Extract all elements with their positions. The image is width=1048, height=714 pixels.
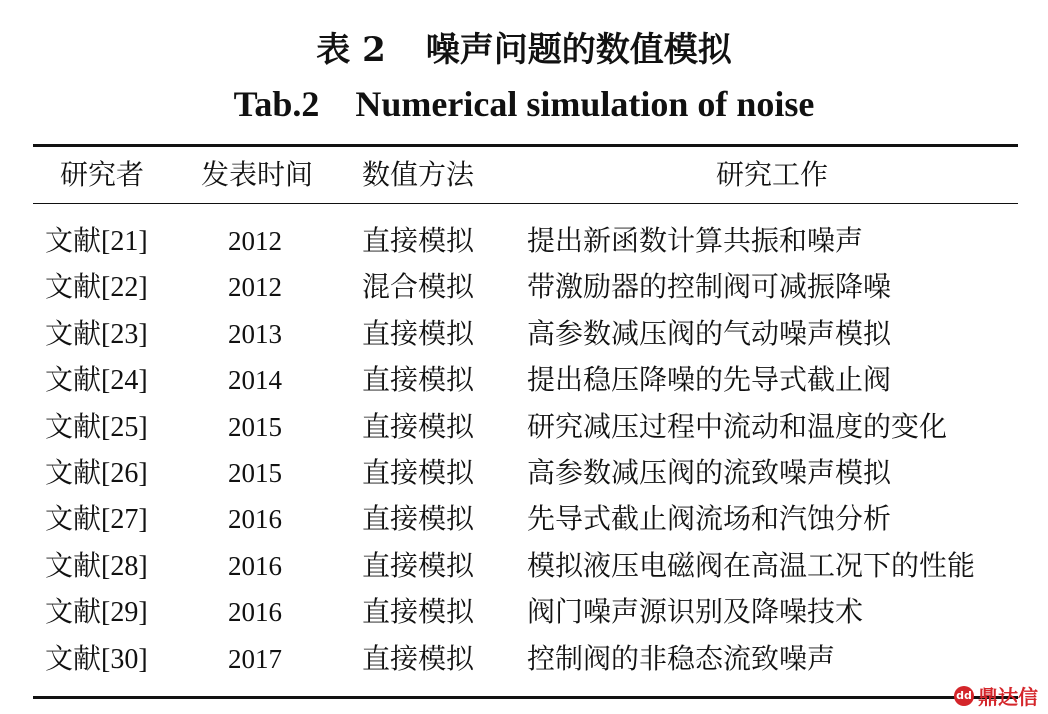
cell-year: 2016 — [228, 504, 282, 535]
table-caption-en: Numerical simulation of noise — [355, 84, 815, 124]
cell-method: 直接模拟 — [362, 224, 475, 257]
reference-number: [22] — [101, 272, 148, 304]
cell-method: 混合模拟 — [362, 270, 475, 304]
reference-number: [30] — [101, 643, 148, 675]
cell-author — [45, 410, 205, 445]
cell-year: 2012 — [228, 226, 282, 256]
watermark-logo-icon: dd — [954, 686, 974, 706]
table-row — [0, 595, 1048, 641]
table-row — [0, 317, 1048, 363]
table-row — [0, 363, 1048, 409]
reference-number: [21] — [101, 226, 148, 257]
table-row — [0, 456, 1048, 502]
cell-author — [45, 224, 205, 259]
table-row — [0, 642, 1048, 688]
author-label: 文献 — [45, 270, 102, 304]
cell-method: 直接模拟 — [362, 502, 475, 536]
reference-number: [24] — [101, 365, 148, 397]
header-work: 研究工作 — [715, 158, 828, 191]
cell-author — [45, 317, 205, 352]
cell-work: 阀门噪声源识别及降噪技术 — [527, 595, 864, 629]
cell-work: 研究减压过程中流动和温度的变化 — [527, 409, 948, 443]
cell-method: 直接模拟 — [362, 456, 475, 489]
cell-year: 2015 — [228, 411, 282, 442]
header-author: 研究者 — [60, 158, 145, 191]
cell-author — [45, 456, 205, 491]
author-label: 文献 — [45, 548, 102, 582]
cell-year: 2013 — [228, 318, 282, 349]
cell-method: 直接模拟 — [362, 363, 475, 397]
table-caption-cn: 噪声问题的数值模拟 — [425, 30, 732, 70]
reference-number: [25] — [101, 411, 148, 443]
reference-number: [28] — [101, 550, 148, 582]
cell-method: 直接模拟 — [362, 548, 475, 582]
table-row — [0, 502, 1048, 548]
cell-author — [45, 595, 205, 630]
author-label: 文献 — [45, 224, 102, 257]
cell-work: 高参数减压阀的气动噪声模拟 — [527, 316, 892, 350]
cell-method: 直接模拟 — [362, 409, 475, 443]
cell-author — [45, 502, 205, 537]
cell-work: 提出稳压降噪的先导式截止阀 — [527, 363, 892, 397]
cell-work: 先导式截止阀流场和汽蚀分析 — [527, 502, 892, 536]
cell-work: 控制阀的非稳态流致噪声 — [527, 641, 836, 675]
author-label: 文献 — [45, 363, 102, 397]
cell-year: 2016 — [228, 550, 282, 581]
watermark-text: 鼎达信 — [978, 685, 1038, 709]
cell-method: 直接模拟 — [362, 316, 475, 350]
table-number-en: Tab.2 — [233, 84, 320, 124]
table-row — [0, 270, 1048, 316]
table-rule-top — [33, 144, 1018, 147]
cell-year: 2016 — [228, 597, 282, 628]
reference-number: [27] — [101, 504, 148, 536]
cell-method: 直接模拟 — [362, 595, 475, 629]
cell-author — [45, 363, 205, 398]
author-label: 文献 — [45, 595, 102, 629]
cell-year: 2017 — [228, 643, 282, 674]
header-year: 发表时间 — [200, 158, 313, 191]
table-rule-mid — [33, 203, 1018, 204]
header-method: 数值方法 — [362, 158, 475, 191]
author-label: 文献 — [45, 641, 102, 675]
cell-year: 2014 — [228, 365, 282, 396]
table-title-en — [0, 83, 1048, 125]
watermark — [954, 681, 1038, 710]
table-row — [0, 224, 1048, 270]
table-number-cn: 表 2 — [316, 30, 386, 70]
reference-number: [26] — [101, 458, 148, 489]
cell-year: 2015 — [228, 458, 282, 488]
cell-work: 带激励器的控制阀可减振降噪 — [527, 270, 892, 304]
cell-method: 直接模拟 — [362, 641, 475, 675]
cell-work: 模拟液压电磁阀在高温工况下的性能 — [527, 548, 976, 582]
cell-work: 提出新函数计算共振和噪声 — [527, 224, 864, 257]
cell-author — [45, 549, 205, 584]
author-label: 文献 — [45, 502, 102, 536]
table-title-cn — [0, 30, 1048, 70]
reference-number: [23] — [101, 318, 148, 350]
table-row — [0, 549, 1048, 595]
cell-year: 2012 — [228, 272, 282, 303]
author-label: 文献 — [45, 456, 102, 489]
cell-author — [45, 270, 205, 305]
reference-number: [29] — [101, 597, 148, 629]
table-rule-bottom — [33, 696, 1018, 699]
cell-author — [45, 642, 205, 677]
cell-work: 高参数减压阀的流致噪声模拟 — [527, 456, 892, 489]
author-label: 文献 — [45, 316, 102, 350]
table-row — [0, 410, 1048, 456]
author-label: 文献 — [45, 409, 102, 443]
